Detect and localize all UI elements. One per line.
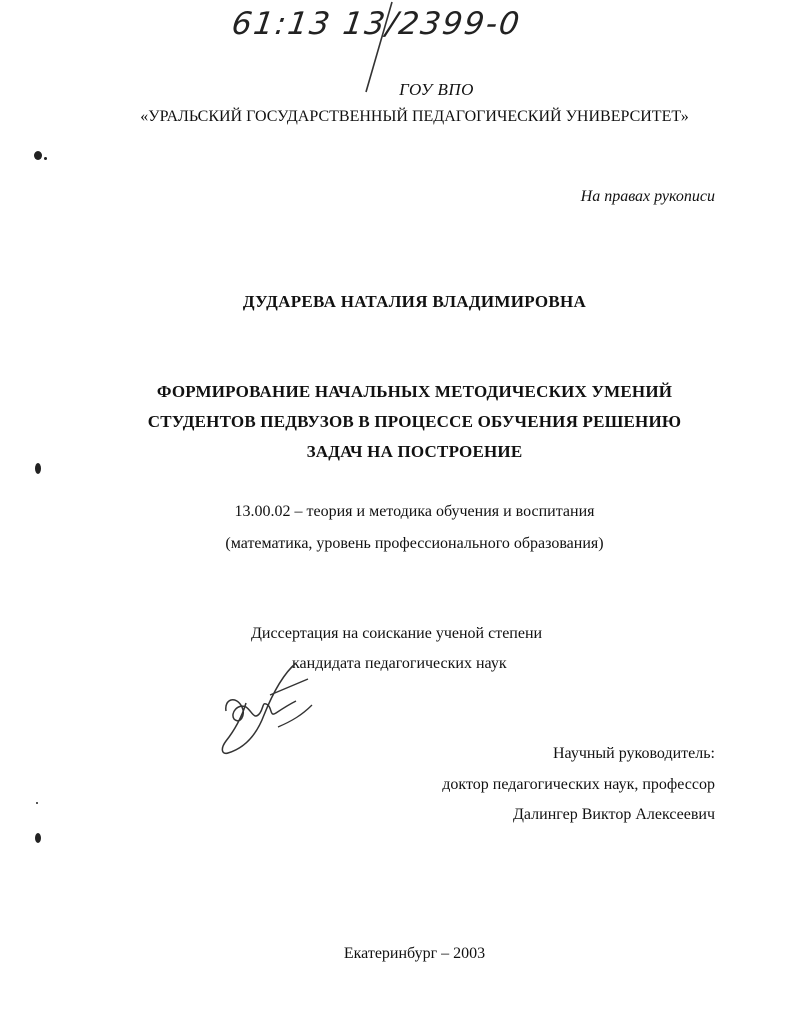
degree-sought: Диссертация на соискание ученой степени xyxy=(251,625,543,642)
specialty-code: 13.00.02 – теория и методика обучения и воспитания xyxy=(234,503,595,520)
signature xyxy=(212,655,332,765)
org-type: ГОУ ВПО xyxy=(399,80,474,99)
supervisor-name: Далингер Виктор Алексеевич xyxy=(513,806,715,823)
thesis-title-line: ФОРМИРОВАНИЕ НАЧАЛЬНЫХ МЕТОДИЧЕСКИХ УМЕНИЙ xyxy=(156,382,673,401)
thesis-title-line: СТУДЕНТОВ ПЕДВУЗОВ В ПРОЦЕССЕ ОБУЧЕНИЯ РЕШЕНИЮ xyxy=(147,412,682,431)
rights-note: На правах рукописи xyxy=(580,188,715,205)
supervisor-label: Научный руководитель: xyxy=(552,745,715,762)
supervisor-credentials: доктор педагогических наук, профессор xyxy=(442,776,715,793)
place-and-year: Екатеринбург – 2003 xyxy=(343,945,486,962)
author-name: ДУДАРЕВА НАТАЛИЯ ВЛАДИМИРОВНА xyxy=(242,292,587,311)
thesis-title-line: ЗАДАЧ НА ПОСТРОЕНИЕ xyxy=(306,442,523,461)
binding-mark xyxy=(35,463,41,474)
specialty-details: (математика, уровень профессионального образования) xyxy=(225,535,604,552)
binding-mark xyxy=(35,833,41,843)
handwritten-archive-code: 61:13 13/2399-0 xyxy=(229,6,524,42)
university-name: «УРАЛЬСКИЙ ГОСУДАРСТВЕННЫЙ ПЕДАГОГИЧЕСКИЙ УНИВЕРСИТЕТ» xyxy=(140,108,689,125)
degree-field: кандидата педагогических наук xyxy=(292,655,507,672)
binding-mark xyxy=(44,157,47,160)
binding-mark xyxy=(34,151,42,160)
binding-mark xyxy=(36,802,38,804)
